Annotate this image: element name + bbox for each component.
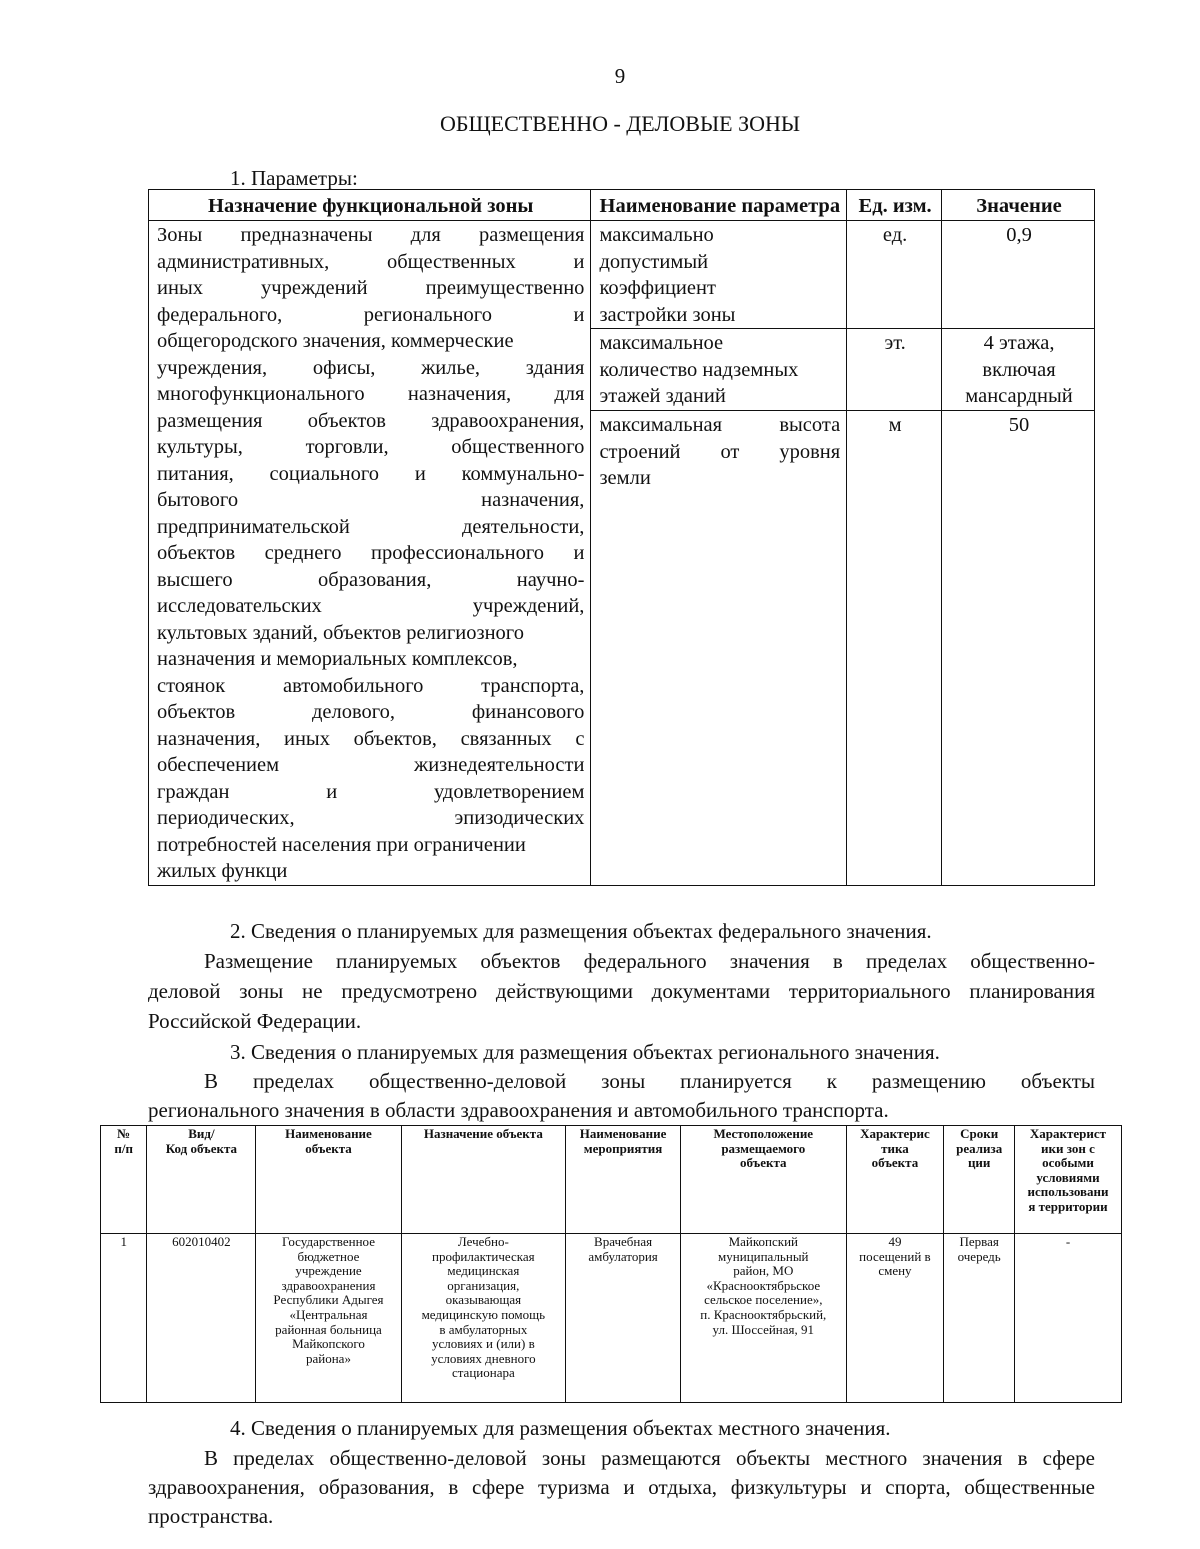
parameter-unit: ед. [847, 221, 942, 329]
section-2-paragraph-line: деловой зоны не предусмотрено действующими документами территориального планирования [148, 979, 1095, 1003]
section-1-heading: 1. Параметры: [230, 166, 358, 190]
parameters-header-row [149, 190, 1095, 221]
header-location: Местоположение размещаемого объекта [681, 1126, 846, 1234]
section-3-paragraph-line: регионального значения в области здравоохранения и автомобильного транспорта. [148, 1098, 889, 1122]
parameter-name: максимальное количество надземных этажей зданий [591, 329, 847, 411]
cell-object-code: 602010402 [147, 1234, 256, 1403]
parameter-unit: м [847, 411, 942, 886]
parameter-name: максимальная высота строений от уровня земли [591, 411, 847, 886]
header-object-code: Вид/ Код объекта [147, 1126, 256, 1234]
parameter-value: 4 этажа, включая мансардный [942, 329, 1095, 411]
section-3-heading: 3. Сведения о планируемых для размещения объектах регионального значения. [230, 1040, 940, 1064]
cell-object-name: Государственное бюджетное учреждение здравоохранения Республики Адыгея «Центральная районная больница Майкопского района» [256, 1234, 401, 1403]
section-2-paragraph-line: Российской Федерации. [148, 1009, 362, 1033]
cell-characteristics: 49 посещений в смену [846, 1234, 944, 1403]
cell-location: Майкопский муниципальный район, МО «Краснооктябрьское сельское поселение», п. Краснооктябрьский, ул. Шоссейная, 91 [681, 1234, 846, 1403]
header-value: Значение [942, 190, 1095, 221]
parameter-value: 50 [942, 411, 1095, 886]
cell-special-zones: - [1014, 1234, 1121, 1403]
section-4-heading: 4. Сведения о планируемых для размещения объектах местного значения. [230, 1416, 891, 1440]
section-4-paragraph-line: пространства. [148, 1504, 274, 1528]
header-zone-purpose: Назначение функциональной зоны [149, 190, 591, 221]
parameter-unit: эт. [847, 329, 942, 411]
section-4-paragraph-line: В пределах общественно-деловой зоны размещаются объекты местного значения в сфере [204, 1446, 1095, 1470]
zone-description: Зоны предназначены для размещения административных, общественных и иных учреждений преимущественно федерального, регионального и общегородского значения, коммерческие учреждения, офисы, жилье, здания многофункционального назначения, для размещения объектов здравоохранения, культуры, торговли, общественного питания, социального и коммунально- бытового назначения, предпринимательской деятельности, объектов среднего профессионального и высшего образования, научно- исследовательских учреждений, культовых зданий, объектов религиозного назначения и мемориальных комплексов, стоянок автомобильного транспорта, объектов делового, финансового назначения, иных объектов, связанных с обеспечением жизнедеятельности граждан и удовлетворением периодических, эпизодических потребностей населения при ограничении жилых функци [149, 221, 591, 886]
regional-objects-table [100, 1125, 1122, 1403]
section-2-paragraph-line: Размещение планируемых объектов федерального значения в пределах общественно- [204, 949, 1095, 973]
cell-object-purpose: Лечебно- профилактическая медицинская организация, оказывающая медицинскую помощь в амбулаторных условиях и (или) в условиях дневного стационара [401, 1234, 565, 1403]
cell-timeline: Первая очередь [944, 1234, 1015, 1403]
page-title: ОБЩЕСТВЕННО - ДЕЛОВЫЕ ЗОНЫ [439, 111, 801, 136]
parameter-row [149, 221, 1095, 329]
header-object-purpose: Назначение объекта [401, 1126, 565, 1234]
header-measure-name: Наименование мероприятия [566, 1126, 681, 1234]
section-2-heading: 2. Сведения о планируемых для размещения объектах федерального значения. [230, 919, 932, 943]
header-number: № п/п [101, 1126, 147, 1234]
parameters-table [148, 189, 1095, 886]
header-unit: Ед. изм. [847, 190, 942, 221]
objects-header-row [101, 1126, 1122, 1234]
parameter-name: максимально допустимый коэффициент застройки зоны [591, 221, 847, 329]
header-characteristics: Характерис тика объекта [846, 1126, 944, 1234]
page-number: 9 [614, 64, 626, 88]
header-timeline: Сроки реализа ции [944, 1126, 1015, 1234]
cell-measure-name: Врачебная амбулатория [566, 1234, 681, 1403]
cell-number: 1 [101, 1234, 147, 1403]
header-object-name: Наименование объекта [256, 1126, 401, 1234]
section-4-paragraph-line: здравоохранения, образования, в сфере туризма и отдыха, физкультуры и спорта, общественные [148, 1475, 1095, 1499]
table-row [101, 1234, 1122, 1403]
section-3-paragraph-line: В пределах общественно-деловой зоны планируется к размещению объекты [204, 1069, 1095, 1093]
parameter-value: 0,9 [942, 221, 1095, 329]
header-special-zones: Характерист ики зон с особыми условиями использовани я территории [1014, 1126, 1121, 1234]
header-parameter-name: Наименование параметра [591, 190, 847, 221]
